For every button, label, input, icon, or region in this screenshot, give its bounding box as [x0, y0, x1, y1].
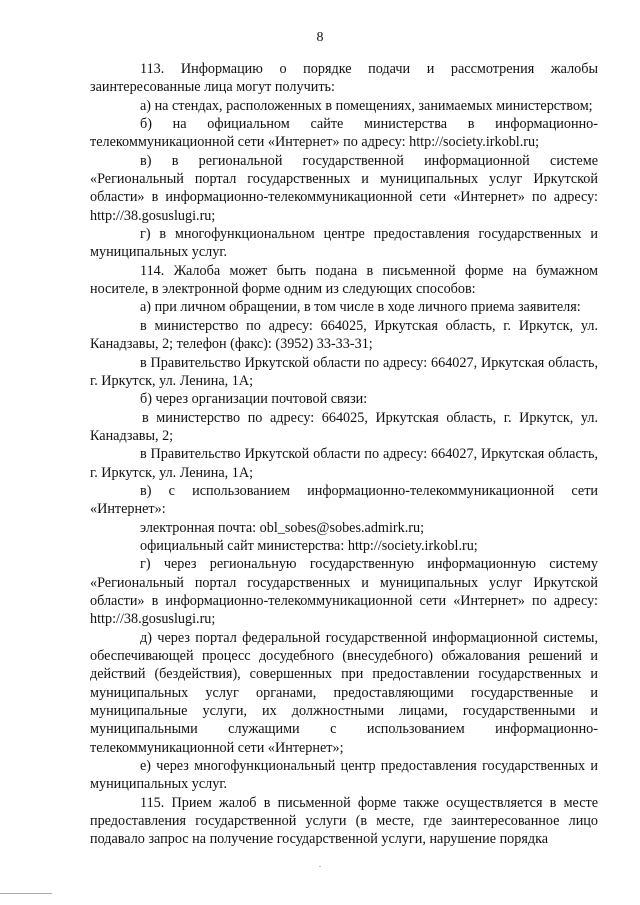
paragraph-114-b-government: в Правительство Иркутской области по адресу: 664027, Иркутская область, г. Иркутск, ул. Ленина, 1А; [90, 446, 598, 481]
paragraph-114-b: б) через организации почтовой связи: [140, 391, 368, 408]
paragraph-114-d: д) через портал федеральной государственной информационной системы, обеспечивающей процесс досудебного (внесудебного) обжалования решений и действий (бездействия), совершенных при предоставлении государственных и муниципальных услуг органами, предоставляющими государственные и муниципальные услуги, их должностными лицами, государственными и муниципальными служащими с использованием информационно-телекоммуникационной сети «Интернет»; [90, 629, 598, 756]
paragraph-113-g: г) в многофункциональном центре предоставления государственных и муниципальных услуг. [90, 226, 598, 261]
paragraph-113: 113. Информацию о порядке подачи и рассмотрения жалобы заинтересованные лица могут получить: [90, 61, 598, 96]
document-body [90, 60, 598, 849]
paragraph-113-v: в) в региональной государственной информационной системе «Региональный портал государственных и муниципальных услуг Иркутской области» в информационно-телекоммуникационной сети «Интернет» по адресу: http://38.gosuslugi.ru; [90, 152, 598, 224]
paragraph-114-v-site: официальный сайт министерства: http://society.irkobl.ru; [140, 537, 478, 554]
paragraph-114-g: г) через региональную государственную информационную систему «Региональный портал государственных и муниципальных услуг Иркутской области» в информационно-телекоммуникационной сети «Интернет» по адресу: http://38.gosuslugi.ru; [90, 556, 598, 628]
paragraph-114-v: в) с использованием информационно-телекоммуникационной сети «Интернет»: [90, 482, 598, 518]
paragraph-114-a-government: в Правительство Иркутской области по адресу: 664027, Иркутская область, г. Иркутск, ул. Ленина, 1А; [90, 354, 598, 389]
paragraph-114: 114. Жалоба может быть подана в письменной форме на бумажном носителе, в электронной форме одним из следующих способов: [90, 262, 598, 298]
paragraph-114-a-ministry: в министерство по адресу: 664025, Иркутская область, г. Иркутск, ул. Канадзавы, 2; телефон (факс): (3952) 33-33-31; [90, 317, 598, 353]
page-number: 8 [316, 30, 324, 45]
scan-artifact [319, 866, 321, 867]
paragraph-114-a: а) при личном обращении, в том числе в ходе личного приема заявителя: [140, 299, 581, 316]
paragraph-113-b: б) на официальном сайте министерства в информационно-телекоммуникационной сети «Интернет» по адресу: http://society.irkobl.ru; [90, 116, 598, 151]
paragraph-114-b-ministry: в министерство по адресу: 664025, Иркутская область, г. Иркутск, ул. Канадзавы, 2; [90, 409, 598, 444]
paragraph-113-a: а) на стендах, расположенных в помещениях, занимаемых министерством; [140, 97, 593, 114]
scan-artifact-line [0, 893, 52, 894]
paragraph-114-e: е) через многофункциональный центр предоставления государственных и муниципальных услуг. [90, 758, 598, 793]
paragraph-114-v-email: электронная почта: obl_sobes@sobes.admirk.ru; [140, 519, 425, 536]
paragraph-115: 115. Прием жалоб в письменной форме также осуществляется в месте предоставления государственной услуги (в месте, где заинтересованное лицо подавало запрос на получение государственной услуги, нарушение порядка [90, 794, 598, 848]
